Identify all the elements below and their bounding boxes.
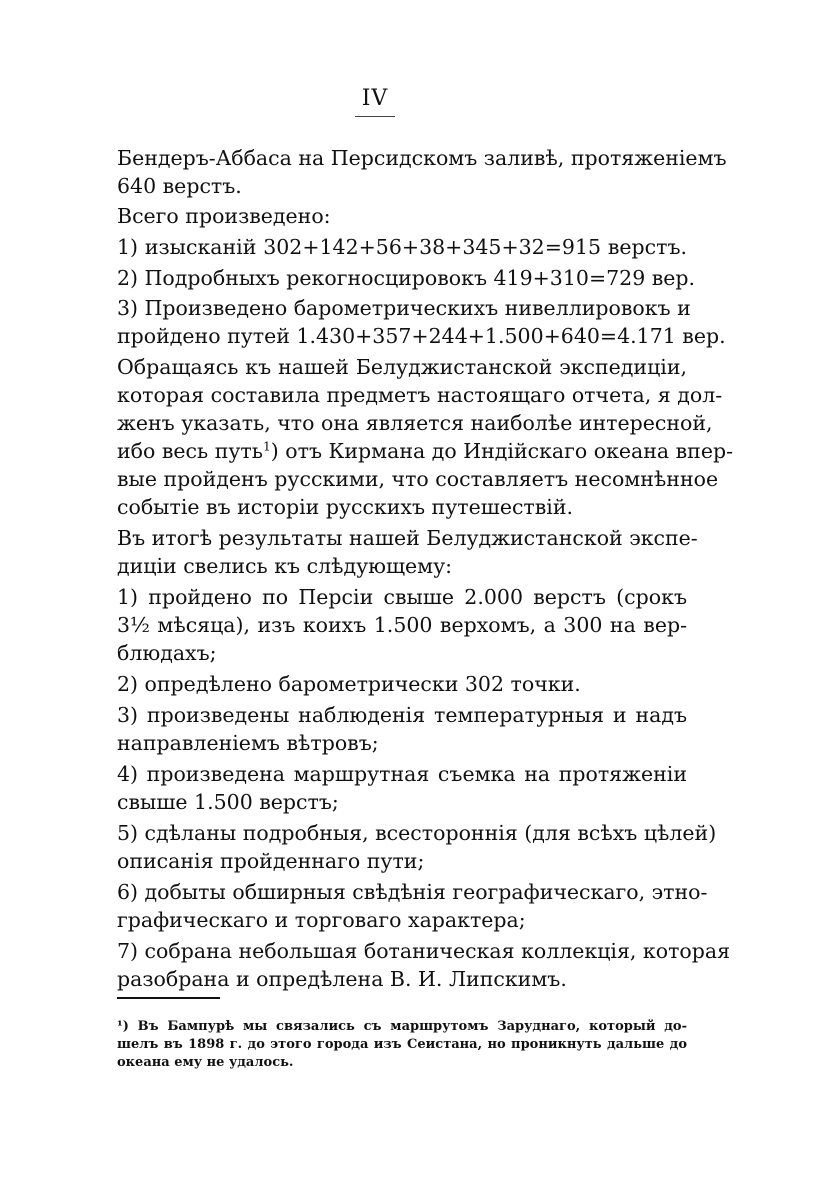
list-item: направленіемъ вѣтровъ; [117,731,379,755]
paragraph-line: Въ итогѣ результаты нашей Белуджистанской экспе- [117,526,698,550]
footnote-line: шелъ въ 1898 г. до этого города изъ Сеистана, но проникнуть дальше до [117,1037,687,1052]
paragraph-line: диціи свелись къ слѣдующему: [117,554,453,578]
paragraph-line: Обращаясь къ нашей Белуджистанской экспедиціи, [117,355,687,379]
list-item: 3) произведены наблюденія температурныя и надъ [117,703,687,727]
list-item: 6) добыты обширныя свѣдѣнія географическаго, этно- [117,880,708,904]
list-item: 2) Подробныхъ рекогносцировокъ 419+310=729 вер. [117,266,696,290]
list-item: 3) Произведено барометрическихъ нивеллировокъ и [117,296,691,320]
text-line: Бендеръ-Аббаса на Персидскомъ заливѣ, протяженіемъ [117,146,727,170]
text-segment: ) отъ Кирмана до Индійскаго океана впер- [270,439,734,463]
footnote-line: океана ему не удалось. [117,1055,294,1070]
list-item: 7) собрана небольшая ботаническая коллекція, которая [117,939,731,963]
list-item: свыше 1.500 верстъ; [117,790,339,814]
list-item: описанія пройденнаго пути; [117,849,425,873]
list-item: 5) сдѣланы подробныя, всестороннія (для всѣхъ цѣлей) [117,821,717,845]
page-number-underline [355,116,395,117]
footnote-line: ¹) Въ Бампурѣ мы связались съ маршрутомъ Заруднаго, который до- [117,1019,687,1034]
footnote-divider [117,997,220,999]
text-segment: ибо весь путь [117,439,263,463]
list-item: 1) пройдено по Персіи свыше 2.000 верстъ (срокъ [117,585,687,609]
page-number: IV [361,86,389,111]
list-item: разобрана и опредѣлена В. И. Липскимъ. [117,967,567,991]
list-item: графическаго и торговаго характера; [117,908,526,932]
text-line: 640 верстъ. [117,174,242,198]
list-item: 2) опредѣлено барометрически 302 точки. [117,672,581,696]
paragraph-line: вые пройденъ русскими, что составляетъ несомнѣнное [117,467,719,491]
paragraph-line: событіе въ исторіи русскихъ путешествій. [117,495,574,519]
paragraph-line: женъ указать, что она является наиболѣе интересной, [117,411,713,435]
text-line: Всего произведено: [117,204,331,228]
list-item: 4) произведена маршрутная съемка на протяженіи [117,762,687,786]
list-item: 3½ мѣсяца), изъ коихъ 1.500 верхомъ, а 300 на вер- [117,613,687,637]
list-item: пройдено путей 1.430+357+244+1.500+640=4.171 вер. [117,324,726,348]
paragraph-line: которая составила предметъ настоящаго отчета, я дол- [117,383,723,407]
footnote-marker: 1 [262,439,271,454]
paragraph-line [117,437,734,465]
list-item: блюдахъ; [117,641,217,665]
list-item: 1) изысканій 302+142+56+38+345+32=915 верстъ. [117,235,687,259]
